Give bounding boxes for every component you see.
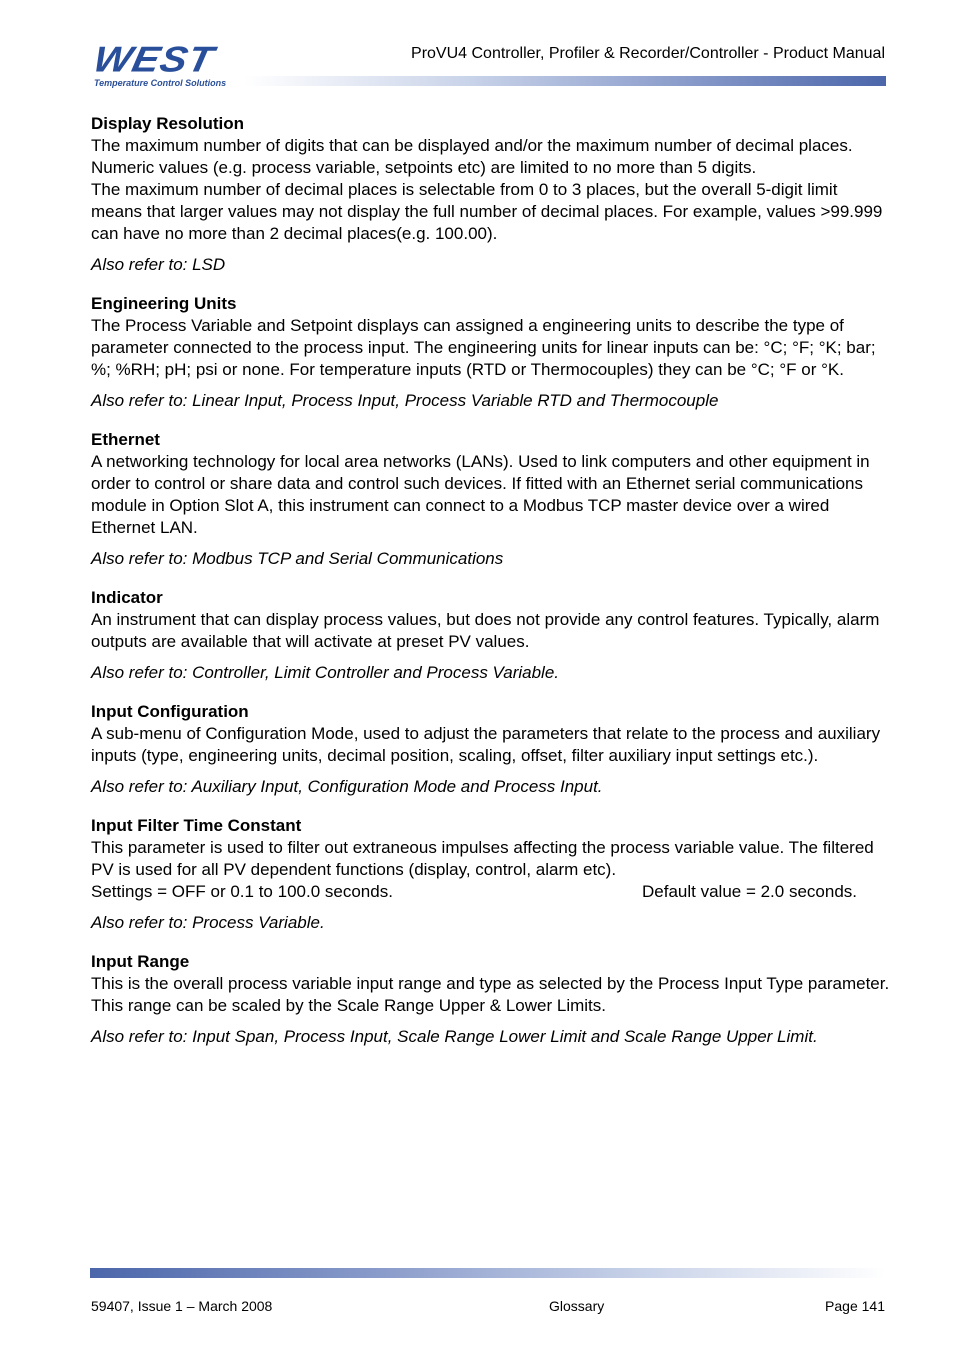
footer-issue: 59407, Issue 1 – March 2008: [91, 1298, 273, 1314]
entry-indicator: [91, 587, 891, 684]
entry-body: This parameter is used to filter out extraneous impulses affecting the process variable value. The filtered PV is used for all PV dependent functions (display, control, alarm etc).: [91, 838, 874, 879]
entry-body: The maximum number of digits that can be displayed and/or the maximum number of decimal places. Numeric values (e.g. process variable, setpoints etc) are limited to no more than 5 digits.: [91, 136, 853, 177]
entry-body: This is the overall process variable input range and type as selected by the Process Input Type parameter. This range can be scaled by the Scale Range Upper & Lower Limits.: [91, 974, 890, 1015]
entry-body-2: The maximum number of decimal places is selectable from 0 to 3 places, but the overall 5-digit limit means that larger values may not display the full number of decimal places. For example, values >99.999 can have no more than 2 decimal places(e.g. 100.00).: [91, 180, 883, 243]
glossary-content: [91, 113, 891, 1065]
entry-input-configuration: [91, 701, 891, 798]
settings-range: Settings = OFF or 0.1 to 100.0 seconds.: [91, 882, 393, 901]
footer-section: Glossary: [549, 1298, 605, 1314]
entry-see-also: Also refer to: Process Variable.: [91, 913, 325, 932]
header-rule: [244, 76, 886, 86]
entry-heading: Input Configuration: [91, 702, 249, 721]
entry-body: The Process Variable and Setpoint displays can assigned a engineering units to describe the type of parameter connected to the process input. The engineering units for linear inputs can be: °C; °F; °K; bar; %; %RH; pH; psi or none. For temperature inputs (RTD or Thermocouples) they can be °C; °F or °K.: [91, 316, 876, 379]
footer-rule: [90, 1268, 886, 1278]
entry-see-also: Also refer to: Linear Input, Process Input, Process Variable RTD and Thermocouple: [91, 391, 719, 410]
entry-body: A sub-menu of Configuration Mode, used to adjust the parameters that relate to the process and auxiliary inputs (type, engineering units, decimal position, scaling, offset, filter auxiliary input settings etc.).: [91, 724, 881, 765]
entry-see-also: Also refer to: Controller, Limit Controller and Process Variable.: [91, 663, 560, 682]
logo-word: WEST: [89, 40, 218, 80]
logo-tagline: Temperature Control Solutions: [94, 78, 227, 88]
default-value: Default value = 2.0 seconds.: [642, 882, 857, 901]
entry-heading: Input Range: [91, 952, 190, 971]
document-title: ProVU4 Controller, Profiler & Recorder/Controller - Product Manual: [411, 45, 885, 62]
entry-see-also: Also refer to: LSD: [91, 255, 226, 274]
west-logo: [89, 40, 252, 92]
entry-input-filter-time-constant: [91, 815, 891, 934]
entry-ethernet: [91, 429, 891, 570]
entry-body: An instrument that can display process values, but does not provide any control features. Typically, alarm outputs are available that will activate at preset PV values.: [91, 610, 880, 651]
entry-heading: Input Filter Time Constant: [91, 816, 302, 835]
entry-see-also: Also refer to: Input Span, Process Input, Scale Range Lower Limit and Scale Range Upper Limit.: [91, 1027, 818, 1046]
entry-heading: Ethernet: [91, 430, 160, 449]
entry-see-also: Also refer to: Auxiliary Input, Configuration Mode and Process Input.: [91, 777, 603, 796]
entry-heading: Engineering Units: [91, 294, 237, 313]
entry-heading: Indicator: [91, 588, 163, 607]
entry-input-range: [91, 951, 891, 1048]
entry-engineering-units: [91, 293, 891, 412]
settings-row: [91, 881, 891, 903]
entry-body: A networking technology for local area networks (LANs). Used to link computers and other equipment in order to control or share data and control such devices. If fitted with an Ethernet serial communications module in Option Slot A, this instrument can connect to a Modbus TCP master device over a wired Ethernet LAN.: [91, 452, 870, 537]
entry-see-also: Also refer to: Modbus TCP and Serial Communications: [91, 549, 504, 568]
entry-heading: Display Resolution: [91, 114, 245, 133]
entry-display-resolution: [91, 113, 891, 276]
page-number: Page 141: [825, 1298, 885, 1314]
